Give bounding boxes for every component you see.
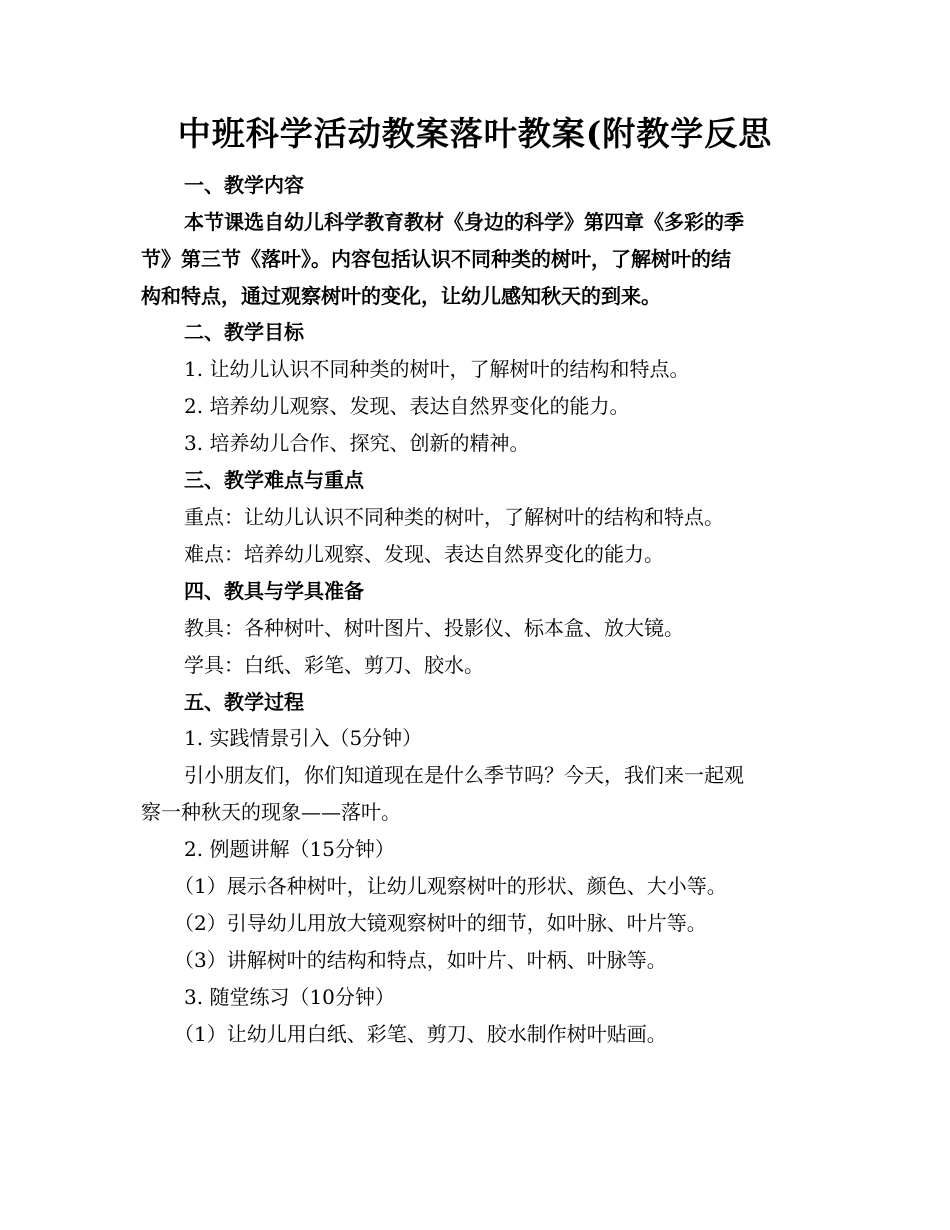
paragraph-line: 察一种秋天的现象——落叶。: [141, 800, 401, 824]
list-item: 2. 例题讲解（15分钟）: [184, 837, 395, 861]
paragraph-line: 难点：培养幼儿观察、发现、表达自然界变化的能力。: [184, 542, 664, 566]
list-item: 1. 让幼儿认识不同种类的树叶，了解树叶的结构和特点。: [184, 357, 690, 381]
paragraph-line: 构和特点，通过观察树叶的变化，让幼儿感知秋天的到来。: [141, 284, 661, 308]
section-heading-goals: 二、教学目标: [184, 320, 304, 344]
section-heading-key-points: 三、教学难点与重点: [184, 468, 364, 492]
list-item: 3. 培养幼儿合作、探究、创新的精神。: [184, 431, 530, 455]
list-item: （3）讲解树叶的结构和特点，如叶片、叶柄、叶脉等。: [174, 948, 667, 972]
list-item: 1. 实践情景引入（5分钟）: [184, 726, 423, 750]
section-heading-process: 五、教学过程: [184, 690, 304, 714]
paragraph-line: 引小朋友们，你们知道现在是什么季节吗？今天，我们来一起观: [184, 763, 744, 787]
document-title: 中班科学活动教案落叶教案(附教学反思: [177, 114, 773, 153]
paragraph-line: 本节课选自幼儿科学教育教材《身边的科学》第四章《多彩的季: [184, 210, 744, 234]
paragraph-line: 学具：白纸、彩笔、剪刀、胶水。: [184, 653, 484, 677]
section-heading-content: 一、教学内容: [184, 173, 304, 197]
list-item: （1）让幼儿用白纸、彩笔、剪刀、胶水制作树叶贴画。: [174, 1022, 667, 1046]
list-item: （2）引导幼儿用放大镜观察树叶的细节，如叶脉、叶片等。: [174, 911, 707, 935]
list-item: 2. 培养幼儿观察、发现、表达自然界变化的能力。: [184, 394, 630, 418]
section-heading-materials: 四、教具与学具准备: [184, 579, 364, 603]
paragraph-line: 重点：让幼儿认识不同种类的树叶，了解树叶的结构和特点。: [184, 505, 724, 529]
list-item: （1）展示各种树叶，让幼儿观察树叶的形状、颜色、大小等。: [174, 874, 727, 898]
paragraph-line: 节》第三节《落叶》。内容包括认识不同种类的树叶，了解树叶的结: [141, 247, 731, 271]
paragraph-line: 教具：各种树叶、树叶图片、投影仪、标本盒、放大镜。: [184, 616, 684, 640]
list-item: 3. 随堂练习（10分钟）: [184, 985, 395, 1009]
